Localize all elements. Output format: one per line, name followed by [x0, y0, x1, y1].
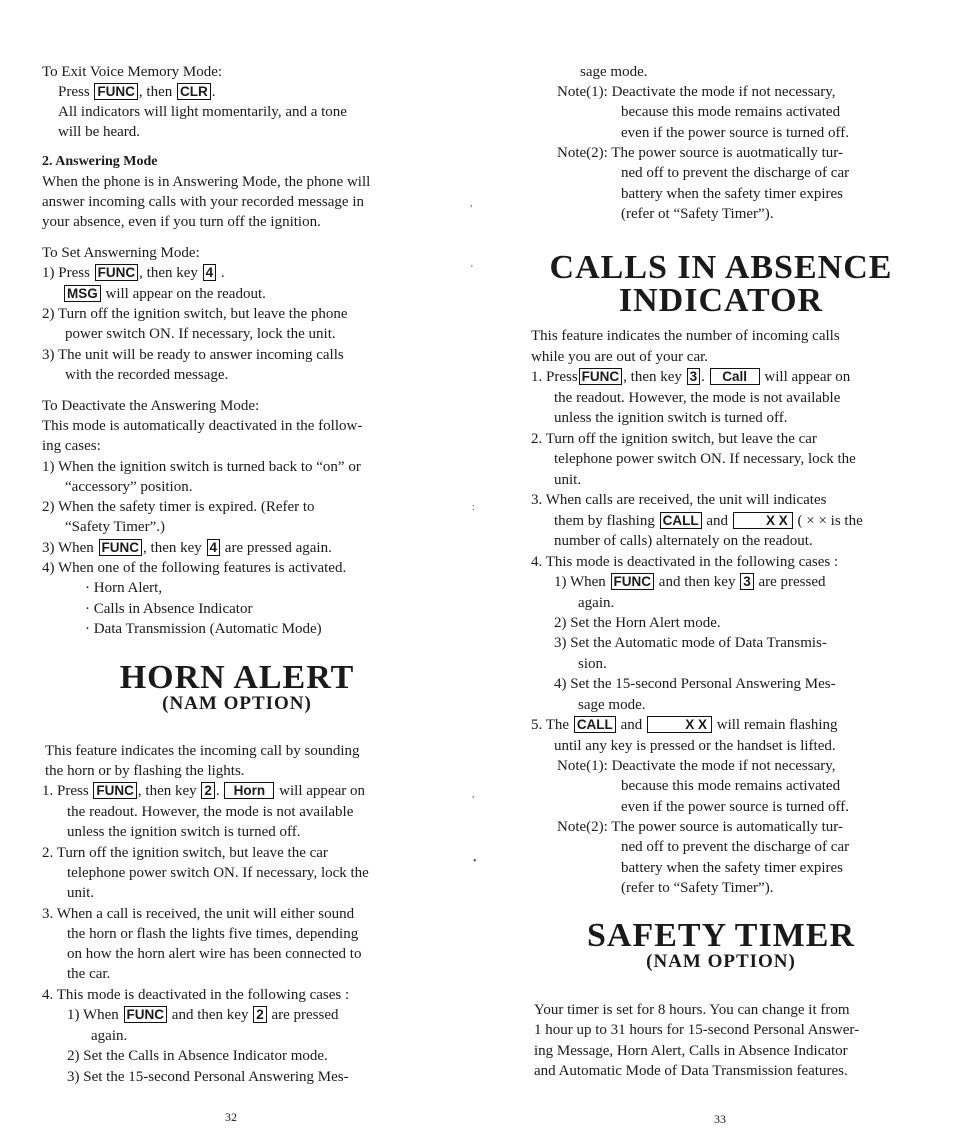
horn-step-1: the readout. However, the mode is not available: [67, 804, 354, 820]
note-2: (refer ot “Safety Timer”).: [621, 206, 774, 222]
cont-line: sage mode.: [580, 64, 648, 80]
deactivate-title: To Deactivate the Answering Mode:: [42, 398, 260, 414]
safety-text: 1 hour up to 31 hours for 15-second Personal Answer-: [534, 1022, 860, 1038]
calls-deactivate-1: 1) When FUNC and then key 3 are pressed: [554, 574, 826, 590]
exit-voice-line: will be heard.: [58, 124, 141, 140]
safety-text: ing Message, Horn Alert, Calls in Absence Indicator: [534, 1043, 848, 1059]
horn-step-3: on how the horn alert wire has been connected to: [67, 946, 362, 962]
set-step-2: 2) Turn off the ignition switch, but leave the phone: [42, 306, 348, 322]
msg-key: MSG: [64, 285, 101, 302]
note-2: Note(2): The power source is auotmatically tur-: [557, 145, 843, 161]
note-1: because this mode remains activated: [621, 104, 841, 120]
horn-step-2: telephone power switch ON. If necessary, lock the: [67, 865, 369, 881]
key-4: 4: [203, 264, 217, 281]
count-readout: X X: [733, 512, 793, 529]
calls-note-2: battery when the safety timer expires: [621, 860, 843, 876]
page-number: 33: [714, 1112, 726, 1126]
call-key: CALL: [660, 512, 702, 529]
call-key: CALL: [574, 716, 616, 733]
func-key: FUNC: [94, 83, 138, 100]
calls-intro: This feature indicates the number of incoming calls: [531, 328, 840, 344]
exit-voice-line: All indicators will light momentarily, and a tone: [58, 104, 347, 120]
set-answering-title: To Set Answerning Mode:: [42, 245, 200, 261]
calls-step-4: 4. This mode is deactivated in the following cases :: [531, 554, 839, 570]
key-2: 2: [201, 782, 215, 799]
calls-note-1: even if the power source is turned off.: [621, 799, 849, 815]
horn-step-3: 3. When a call is received, the unit will either sound: [42, 906, 355, 922]
calls-step-1: 1. Press FUNC , then key 3 . Call will appear on: [531, 369, 851, 385]
note-1: Note(1): Deactivate the mode if not necessary,: [557, 84, 836, 100]
deactivate-text: This mode is automatically deactivated in the follow-: [42, 418, 363, 434]
horn-alert-title: HORN ALERT: [119, 659, 355, 696]
calls-step-5: 5. The CALL and X X will remain flashing: [531, 717, 838, 733]
calls-absence-title: CALLS IN ABSENCE: [549, 249, 893, 286]
scan-mark: :: [472, 502, 475, 513]
horn-intro: This feature indicates the incoming call by sounding: [45, 743, 360, 759]
exit-voice-step: Press FUNC , then CLR .: [58, 84, 216, 100]
horn-deactivate-1: 1) When FUNC and then key 2 are pressed: [67, 1007, 339, 1023]
calls-note-2: ned off to prevent the discharge of car: [621, 839, 850, 855]
calls-note-1: Note(1): Deactivate the mode if not necessary,: [557, 758, 836, 774]
set-step-3: 3) The unit will be ready to answer incoming calls: [42, 347, 344, 363]
answering-intro: When the phone is in Answering Mode, the phone will: [42, 174, 371, 190]
horn-step-3: the car.: [67, 966, 111, 982]
feature-item: · Data Transmission (Automatic Mode): [85, 621, 322, 637]
scan-mark: •: [473, 856, 477, 867]
deactivate-text: ing cases:: [42, 438, 101, 454]
calls-intro: while you are out of your car.: [531, 349, 709, 365]
horn-deactivate-3: 3) Set the 15-second Personal Answering Mes-: [67, 1069, 349, 1085]
deactivate-case-2: “Safety Timer”.): [65, 519, 165, 535]
msg-readout-line: MSG will appear on the readout.: [63, 284, 266, 304]
calls-note-1: because this mode remains activated: [621, 778, 841, 794]
func-key: FUNC: [95, 264, 139, 281]
scan-mark: ': [471, 264, 473, 275]
calls-deactivate-3: sion.: [578, 656, 607, 672]
func-key: FUNC: [124, 1006, 168, 1023]
answering-intro: answer incoming calls with your recorded message in: [42, 194, 364, 210]
deactivate-case-2: 2) When the safety timer is expired. (Refer to: [42, 499, 315, 515]
func-key: FUNC: [579, 368, 623, 385]
horn-step-3: the horn or flash the lights five times, depending: [67, 926, 359, 942]
horn-deactivate-2: 2) Set the Calls in Absence Indicator mode.: [67, 1048, 328, 1064]
deactivate-case-1: “accessory” position.: [65, 479, 193, 495]
key-2: 2: [253, 1006, 267, 1023]
horn-step-1: 1. Press FUNC , then key 2 . Horn will appear on: [42, 783, 365, 799]
scan-mark: ,: [470, 198, 473, 209]
calls-step-3: them by flashing CALL and X X ( × × is the: [554, 513, 863, 529]
calls-step-2: 2. Turn off the ignition switch, but leave the car: [531, 431, 817, 447]
key-4: 4: [207, 539, 221, 556]
calls-absence-title: INDICATOR: [618, 282, 824, 319]
call-readout: Call: [710, 368, 760, 385]
safety-timer-subtitle: (NAM OPTION): [646, 951, 796, 972]
func-key: FUNC: [99, 539, 143, 556]
calls-step-2: telephone power switch ON. If necessary, lock the: [554, 451, 856, 467]
calls-note-2: (refer to “Safety Timer”).: [621, 880, 774, 896]
safety-text: Your timer is set for 8 hours. You can change it from: [534, 1002, 850, 1018]
calls-step-2: unit.: [554, 472, 582, 488]
calls-deactivate-3: 3) Set the Automatic mode of Data Transmis-: [554, 635, 827, 651]
calls-deactivate-1: again.: [578, 595, 615, 611]
calls-step-1: unless the ignition switch is turned off.: [554, 410, 788, 426]
key-3: 3: [740, 573, 754, 590]
feature-item: · Calls in Absence Indicator: [85, 601, 253, 617]
calls-deactivate-4: 4) Set the 15-second Personal Answering Mes-: [554, 676, 836, 692]
calls-step-1: the readout. However, the mode is not available: [554, 390, 841, 406]
exit-voice-title: To Exit Voice Memory Mode:: [42, 64, 223, 80]
key-3: 3: [687, 368, 701, 385]
count-readout: X X: [647, 716, 712, 733]
note-1: even if the power source is turned off.: [621, 125, 849, 141]
calls-deactivate-2: 2) Set the Horn Alert mode.: [554, 615, 721, 631]
safety-text: and Automatic Mode of Data Transmission features.: [534, 1063, 848, 1079]
answering-intro: your absence, even if you turn off the ignition.: [42, 214, 321, 230]
func-key: FUNC: [611, 573, 655, 590]
set-step-1: 1) Press FUNC , then key 4 .: [42, 265, 225, 281]
horn-step-2: 2. Turn off the ignition switch, but leave the car: [42, 845, 328, 861]
answering-heading: 2. Answering Mode: [42, 154, 158, 169]
horn-step-4: 4. This mode is deactivated in the following cases :: [42, 987, 350, 1003]
func-key: FUNC: [93, 782, 137, 799]
calls-note-2: Note(2): The power source is automatically tur-: [557, 819, 843, 835]
deactivate-case-4: 4) When one of the following features is activated.: [42, 560, 347, 576]
calls-deactivate-4: sage mode.: [578, 697, 646, 713]
set-step-2: power switch ON. If necessary, lock the unit.: [65, 326, 336, 342]
note-2: battery when the safety timer expires: [621, 186, 843, 202]
scan-mark: ,: [472, 789, 475, 800]
deactivate-case-1: 1) When the ignition switch is turned back to “on” or: [42, 459, 361, 475]
set-step-3: with the recorded message.: [65, 367, 229, 383]
clr-key: CLR: [177, 83, 211, 100]
safety-timer-title: SAFETY TIMER: [587, 917, 855, 954]
page-number: 32: [225, 1110, 237, 1124]
horn-intro: the horn or by flashing the lights.: [45, 763, 245, 779]
horn-step-2: unit.: [67, 885, 95, 901]
calls-step-5: until any key is pressed or the handset is lifted.: [554, 738, 836, 754]
note-2: ned off to prevent the discharge of car: [621, 165, 850, 181]
deactivate-case-3: 3) When FUNC , then key 4 are pressed again.: [42, 540, 332, 556]
calls-step-3: 3. When calls are received, the unit will indicates: [531, 492, 827, 508]
calls-step-3: number of calls) alternately on the readout.: [554, 533, 813, 549]
horn-alert-subtitle: (NAM OPTION): [162, 693, 312, 714]
feature-item: · Horn Alert,: [85, 580, 163, 596]
horn-deactivate-1: again.: [91, 1028, 128, 1044]
horn-readout: Horn: [224, 782, 274, 799]
horn-step-1: unless the ignition switch is turned off.: [67, 824, 301, 840]
